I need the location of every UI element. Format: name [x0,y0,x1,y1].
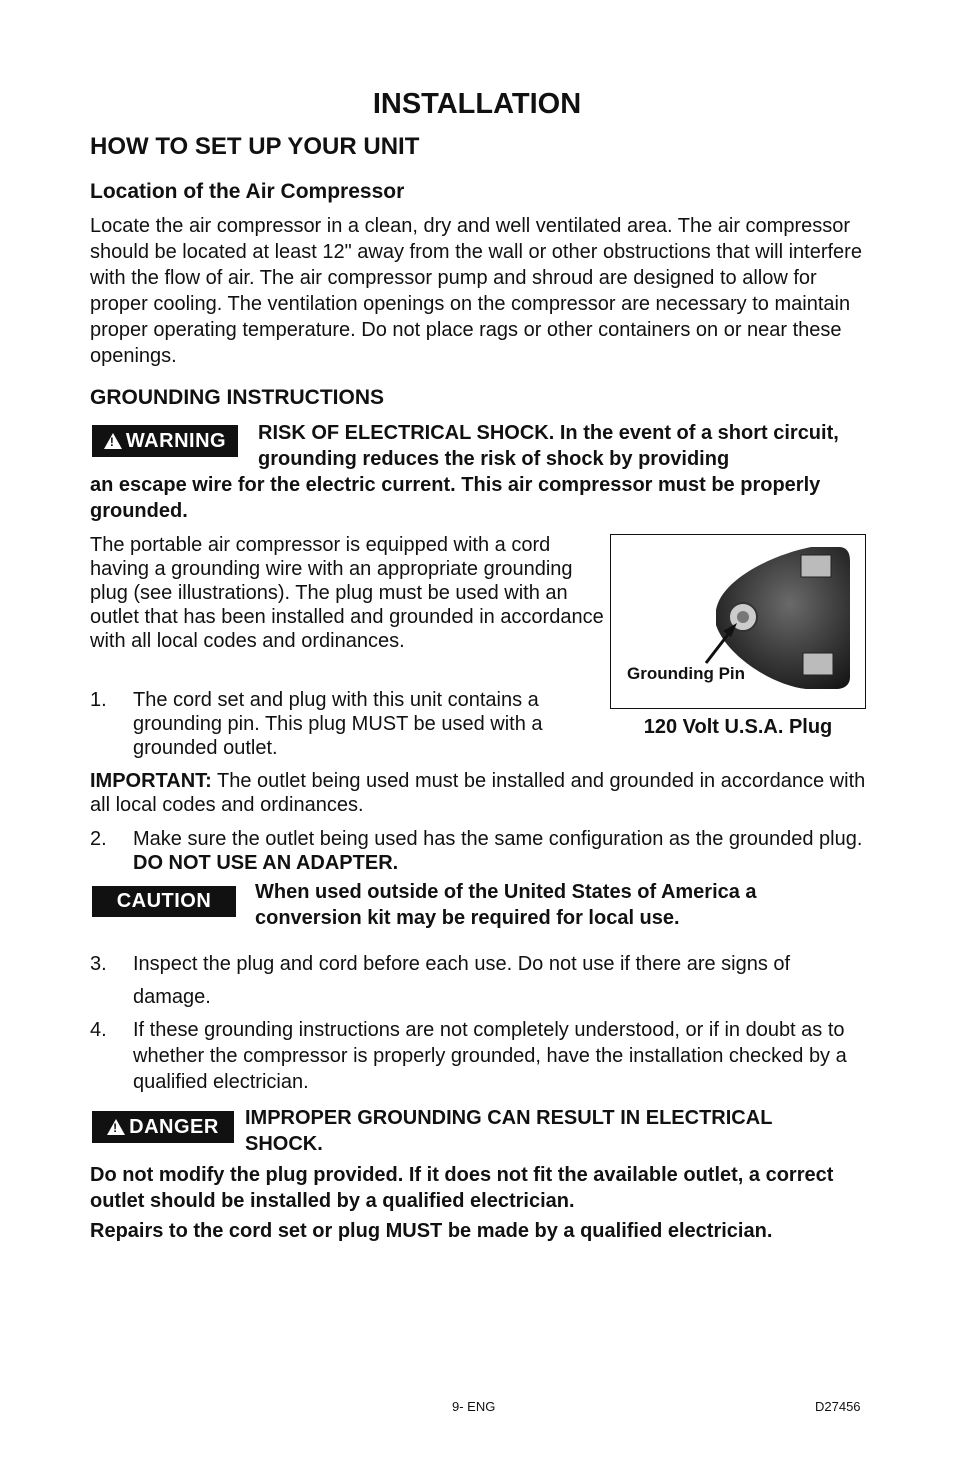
list-item-2 [90,827,870,875]
important-text: The outlet being used must be installed and grounded in accordance with all local codes and ordinances. [90,770,866,816]
list-number: 2. [90,828,107,850]
list-item-3 [90,948,870,1014]
danger-note-1: Do not modify the plug provided. If it does not fit the available outlet, a correct outlet should be installed by a qualified electrician. [90,1164,834,1212]
list-text: If these grounding instructions are not completely understood, or if in doubt as to whether the compressor is properly grounded, have the installation checked by a qualified electrician. [133,1019,847,1093]
important-note [90,769,870,817]
list-text: Inspect the plug and cord before each use. Do not use if there are signs of damage. [133,953,791,1008]
warning-text-head: RISK OF ELECTRICAL SHOCK. In the event of a short circuit, grounding reduces the risk of shock by providing [258,422,839,470]
page-number: 9- ENG [452,1399,496,1414]
list-item-4 [90,1017,870,1095]
grounding-pin-center [737,611,749,623]
danger-label: DANGER [129,1115,219,1138]
list-item-1 [90,688,600,760]
grounding-pin-label: Grounding Pin [627,664,746,683]
lower-blade [803,653,833,675]
figure-caption: 120 Volt U.S.A. Plug [643,716,833,738]
upper-blade [801,555,831,577]
section-heading: HOW TO SET UP YOUR UNIT [90,133,420,160]
page-title: INSTALLATION [372,88,582,120]
important-label: IMPORTANT: [90,770,212,792]
caution-badge [92,886,236,917]
list-number: 3. [90,953,107,975]
warning-label: WARNING [125,429,227,452]
list-text [133,827,870,875]
danger-badge [92,1111,234,1143]
list-text-bold: DO NOT USE AN ADAPTER. [133,852,399,874]
warning-text-tail: an escape wire for the electric current. This air compressor must be properly grounded. [90,474,821,522]
location-heading: Location of the Air Compressor [90,180,405,203]
list-number: 1. [90,689,107,711]
caution-text: When used outside of the United States of America a conversion kit may be required for local use. [255,881,757,929]
list-text-plain: Make sure the outlet being used has the same configuration as the grounded plug. [133,828,863,850]
danger-text: IMPROPER GROUNDING CAN RESULT IN ELECTRICAL SHOCK. [245,1107,773,1155]
danger-triangle-icon [107,1119,125,1135]
document-code: D27456 [815,1399,861,1414]
list-text: The cord set and plug with this unit contains a grounding pin. This plug MUST be used with a grounded outlet. [133,689,543,759]
grounding-heading: GROUNDING INSTRUCTIONS [90,386,384,409]
warning-badge [92,425,238,457]
danger-note-2: Repairs to the cord set or plug MUST be made by a qualified electrician. [90,1220,773,1242]
list-number: 4. [90,1019,107,1041]
caution-label: CAUTION [116,890,212,912]
grounding-intro: The portable air compressor is equipped with a cord having a grounding wire with an appropriate grounding plug (see illustrations). The plug must be used with an outlet that has been installed and grounded in accordance with all local codes and ordinances. [90,534,604,652]
warning-triangle-icon [104,433,122,449]
location-body: Locate the air compressor in a clean, dry and well ventilated area. The air compressor should be located at least 12" away from the wall or other obstructions that will interfere with the flow of air. The air compressor pump and shroud are designed to allow for proper cooling. The ventilation openings on the compressor are necessary to maintain proper operating temperature. Do not place rags or other containers on or near these openings. [90,215,862,367]
